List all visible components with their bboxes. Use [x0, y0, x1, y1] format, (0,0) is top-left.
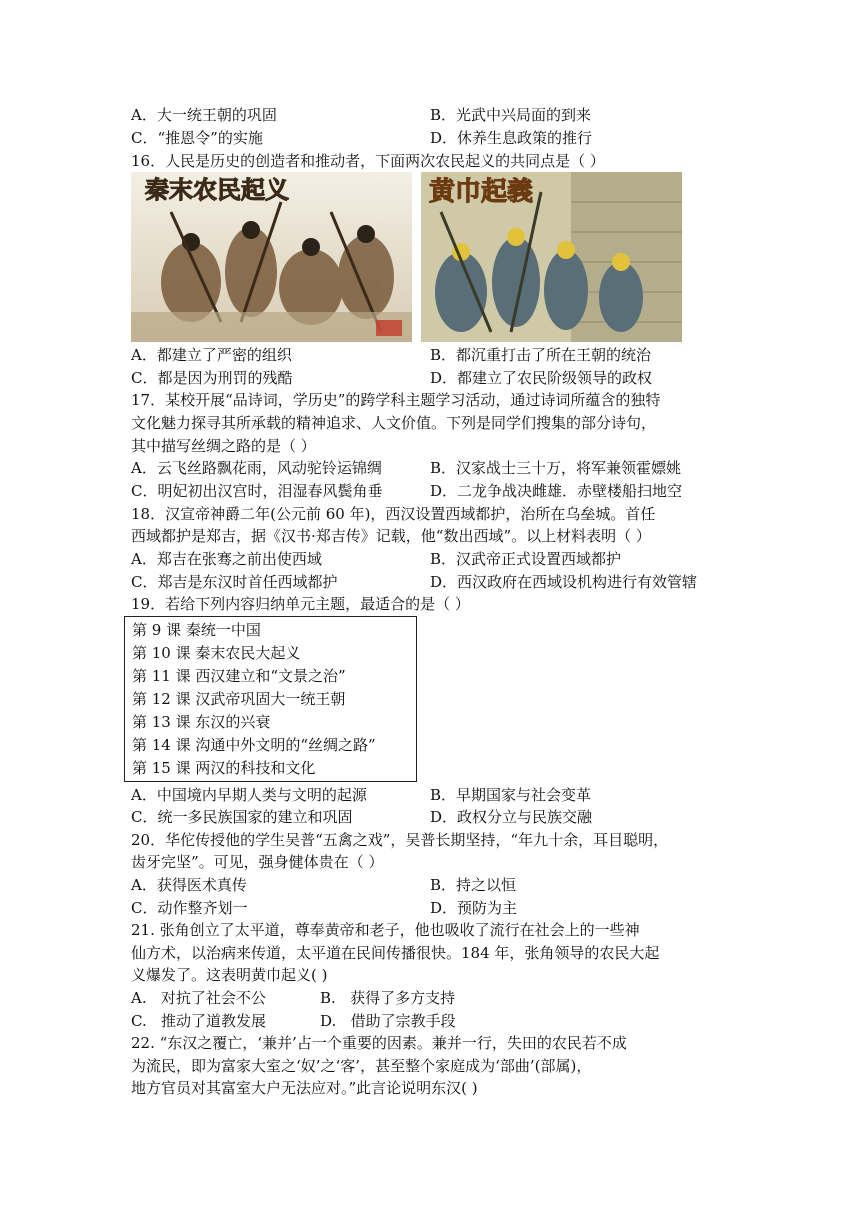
q19-option-b: B．早期国家与社会变革 [430, 786, 592, 804]
q18-option-c: C．郑吉是东汉时首任西域都护 [131, 573, 338, 591]
q22-stem-line-1: 22. “东汉之覆亡，‘兼并’占一个重要的因素。兼并一行，失田的农民若不成 [131, 1034, 627, 1052]
q15-option-c: C．“推恩令”的实施 [131, 129, 263, 147]
q21-option-d: D. 借助了宗教手段 [320, 1012, 456, 1030]
yellow-turban-title: 黄巾起義 [429, 177, 534, 207]
q18-option-d: D．西汉政府在西域设机构进行有效管辖 [430, 573, 698, 591]
q17-stem-line-2: 文化魅力探寻其所承载的精神追求、人文价值。下列是同学们搜集的部分诗句， [131, 414, 657, 432]
q21-stem-line-3: 义爆发了。这表明黄巾起义( ) [131, 966, 328, 984]
q17-stem-line-1: 17．某校开展“品诗词，学历史”的跨学科主题学习活动，通过诗词所蕴含的独特 [131, 391, 661, 409]
q15-option-a: A．大一统王朝的巩固 [131, 106, 277, 124]
q20-option-a: A．获得医术真传 [131, 876, 247, 894]
q16-option-d: D．都建立了农民阶级领导的政权 [430, 369, 653, 387]
lesson-row: 第 11 课 西汉建立和“文景之治” [132, 667, 346, 685]
q19-stem: 19．若给下列内容归纳单元主题，最适合的是（ ） [131, 595, 470, 613]
q20-stem-line-2: 齿牙完坚”。可见，强身健体贵在（ ） [131, 853, 384, 871]
q20-stem-line-1: 20．华佗传授他的学生吴普“五禽之戏”，吴普长期坚持，“年九十余，耳目聪明， [131, 831, 669, 849]
q17-option-c: C．明妃初出汉宫时，泪湿春风鬓角垂 [131, 482, 383, 500]
q22-stem-line-3: 地方官员对其富室大户无法应对。”此言论说明东汉( ) [131, 1079, 478, 1097]
q15-option-d: D．休养生息政策的推行 [430, 129, 593, 147]
q16-option-c: C．都是因为刑罚的残酷 [131, 369, 293, 387]
q15-option-b: B．光武中兴局面的到来 [430, 106, 592, 124]
q19-option-a: A．中国境内早期人类与文明的起源 [131, 786, 367, 804]
q18-option-a: A．郑吉在张骞之前出使西域 [131, 550, 322, 568]
q17-option-b: B．汉家战士三十万，将军兼领霍嫖姚 [430, 459, 682, 477]
q21-option-c: C. 推动了道教发展 [131, 1012, 267, 1030]
q21-stem-line-1: 21. 张角创立了太平道，尊奉黄帝和老子，他也吸收了流行在社会上的一些神 [131, 921, 640, 939]
lesson-list-box [124, 616, 417, 782]
q18-stem-line-1: 18．汉宣帝神爵二年(公元前 60 年)，西汉设置西域都护，治所在乌垒城。首任 [131, 505, 656, 523]
qinmo-uprising-title: 秦末农民起义 [145, 176, 289, 204]
q17-option-d: D．二龙争战决雌雄．赤壁楼船扫地空 [430, 482, 683, 500]
q16-option-b: B．都沉重打击了所在王朝的统治 [430, 346, 652, 364]
q20-option-d: D．预防为主 [430, 899, 518, 917]
q21-option-a: A. 对抗了社会不公 [131, 989, 266, 1007]
lesson-row: 第 10 课 秦末农民大起义 [132, 644, 301, 662]
q19-option-d: D．政权分立与民族交融 [430, 808, 593, 826]
q20-option-b: B．持之以恒 [430, 876, 517, 894]
q20-option-c: C．动作整齐划一 [131, 899, 248, 917]
q18-stem-line-2: 西域都护是郑吉，据《汉书·郑吉传》记载，他“数出西域”。以上材料表明（ ） [131, 527, 651, 545]
q17-option-a: A．云飞丝路飘花雨，风动驼铃运锦绸 [131, 459, 382, 477]
lesson-row: 第 15 课 两汉的科技和文化 [132, 759, 316, 777]
q21-stem-line-2: 仙方术，以治病来传道，太平道在民间传播很快。184 年，张角领导的农民大起 [131, 944, 660, 962]
q21-option-b: B. 获得了多方支持 [320, 989, 456, 1007]
q18-option-b: B．汉武帝正式设置西域都护 [430, 550, 622, 568]
q16-option-a: A．都建立了严密的组织 [131, 346, 292, 364]
lesson-row: 第 13 课 东汉的兴衰 [132, 713, 271, 731]
q17-stem-line-3: 其中描写丝绸之路的是（ ） [131, 437, 316, 455]
lesson-row: 第 14 课 沟通中外文明的“丝绸之路” [132, 736, 376, 754]
q22-stem-line-2: 为流民，即为富家大室之‘奴’之‘客’，甚至整个家庭成为‘部曲’(部属)， [131, 1057, 592, 1075]
q16-stem: 16．人民是历史的创造者和推动者，下面两次农民起义的共同点是（ ） [131, 152, 605, 170]
q19-option-c: C．统一多民族国家的建立和巩固 [131, 808, 353, 826]
lesson-row: 第 12 课 汉武帝巩固大一统王朝 [132, 690, 346, 708]
lesson-row: 第 9 课 秦统一中国 [132, 621, 261, 639]
yellow-turban-image [421, 172, 682, 342]
qinmo-uprising-image [131, 172, 412, 342]
